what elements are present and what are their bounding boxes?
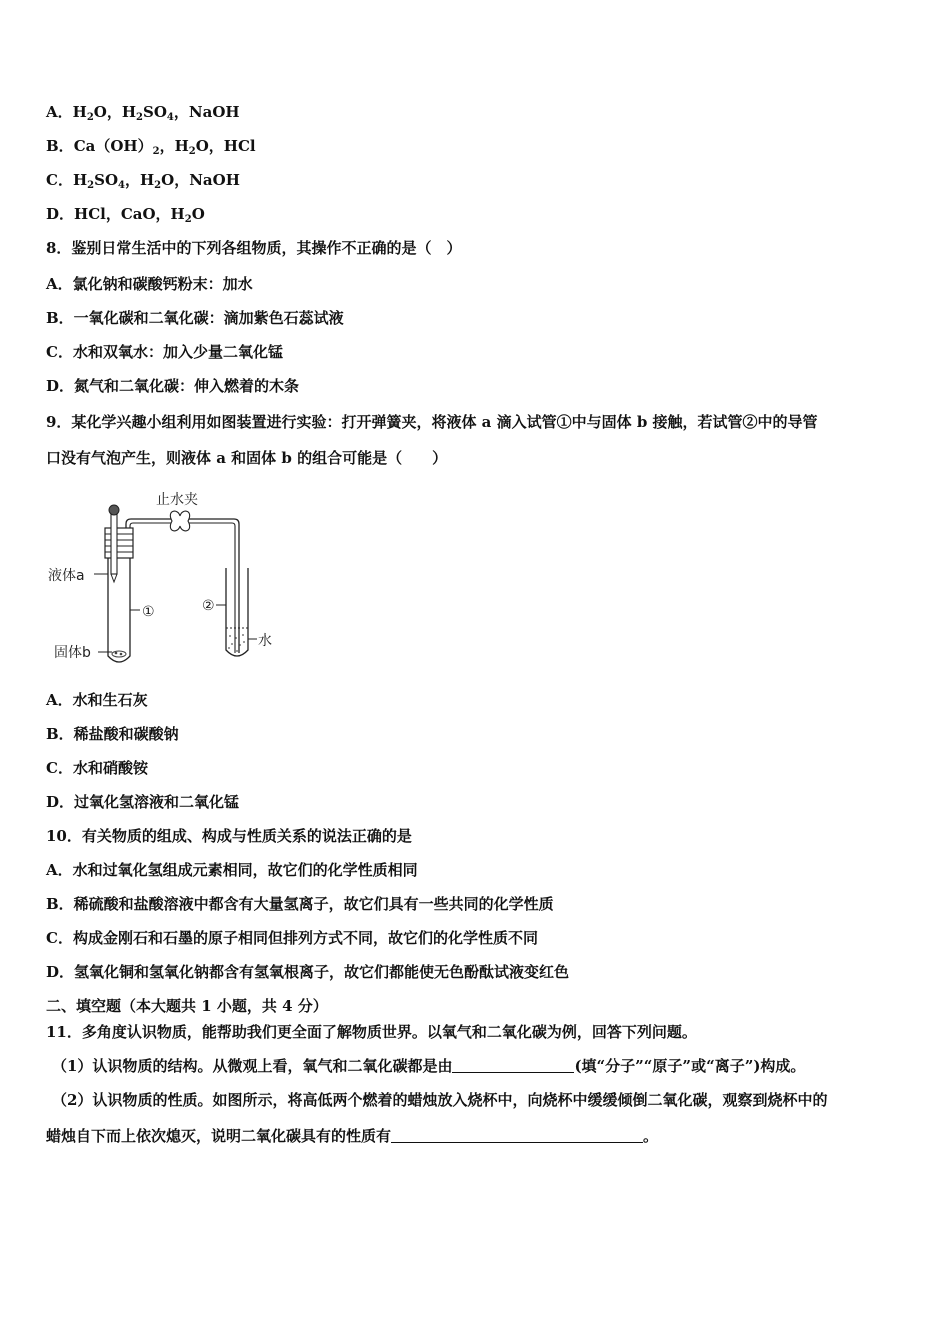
rubber-stopper [105, 528, 133, 558]
q10-option-d: D．氢氧化铜和氢氧化钠都含有氢氧根离子，故它们都能使无色酚酞试液变红色 [46, 963, 570, 981]
q11-stem: 11．多角度认识物质，能帮助我们更全面了解物质世界。以氧气和二氧化碳为例，回答下列问题。 [46, 1023, 697, 1041]
answer-blank-2[interactable] [391, 1128, 643, 1143]
q10-stem: 10．有关物质的组成、构成与性质关系的说法正确的是 [46, 827, 412, 845]
q9-option-c: C．水和硝酸铵 [46, 759, 148, 777]
q9-option-a: A．水和生石灰 [46, 691, 148, 709]
q10-option-a: A．水和过氧化氢组成元素相同，故它们的化学性质相同 [46, 861, 418, 879]
dropper [111, 514, 117, 574]
label-tube-1: ① [142, 604, 155, 620]
delivery-tube-outer [126, 519, 239, 653]
solid-b-mark [112, 651, 126, 657]
apparatus-figure [44, 488, 284, 668]
dropper-bulb [109, 505, 119, 515]
q7-option-b: B．$Ca(OH)_2$，$H_2O$，HCl [46, 137, 256, 157]
section-heading: 二、填空题（本大题共 1 小题，共 4 分） [46, 997, 328, 1015]
answer-blank-1[interactable] [452, 1058, 574, 1073]
label-tube-2: ② [202, 598, 215, 614]
water-stop-clamp [170, 511, 189, 531]
q7-option-a: A．$H_2O$，$H_2SO_4$，NaOH [46, 103, 240, 123]
q8-stem: 8．鉴别日常生活中的下列各组物质，其操作不正确的是（ ） [46, 239, 462, 257]
q9-stem-line1: 9．某化学兴趣小组利用如图装置进行实验：打开弹簧夹，将液体 a 滴入试管①中与固体 b 接触，若试管②中的导管 [46, 413, 818, 431]
test-tube-2 [226, 568, 248, 656]
q8-option-b: B．一氧化碳和二氧化碳：滴加紫色石蕊试液 [46, 309, 344, 327]
q7-option-d: D．HCl，CaO，$H_2O$ [46, 205, 205, 225]
label-clamp: 止水夹 [156, 492, 198, 508]
label-solid-b: 固体b [54, 645, 91, 661]
q8-option-c: C．水和双氧水：加入少量二氧化锰 [46, 343, 283, 361]
label-liquid-a: 液体a [48, 568, 85, 584]
q11-part2-line1: （2）认识物质的性质。如图所示，将高低两个燃着的蜡烛放入烧杯中，向烧杯中缓缓倾倒二氧化碳，观察到烧杯中的 [52, 1091, 828, 1109]
q11-part2-line2: 蜡烛自下而上依次熄灭，说明二氧化碳具有的性质有 。 [46, 1127, 659, 1145]
label-water: 水 [258, 633, 272, 649]
q9-stem-line2: 口没有气泡产生，则液体 a 和固体 b 的组合可能是（ ） [46, 449, 448, 467]
q10-option-c: C．构成金刚石和石墨的原子相同但排列方式不同，故它们的化学性质不同 [46, 929, 538, 947]
q11-part1: （1）认识物质的结构。从微观上看，氧气和二氧化碳都是由 (填“分子”“原子”或“离子”)构成。 [52, 1057, 806, 1075]
q8-option-d: D．氮气和二氧化碳：伸入燃着的木条 [46, 377, 300, 395]
q9-option-d: D．过氧化氢溶液和二氧化锰 [46, 793, 240, 811]
q7-option-c: C．$H_2SO_4$，$H_2O$，NaOH [46, 171, 240, 191]
delivery-tube-inner [130, 523, 235, 653]
apparatus-diagram [44, 488, 284, 668]
q10-option-b: B．稀硫酸和盐酸溶液中都含有大量氢离子，故它们具有一些共同的化学性质 [46, 895, 554, 913]
q8-option-a: A．氯化钠和碳酸钙粉末：加水 [46, 275, 253, 293]
q9-option-b: B．稀盐酸和碳酸钠 [46, 725, 179, 743]
